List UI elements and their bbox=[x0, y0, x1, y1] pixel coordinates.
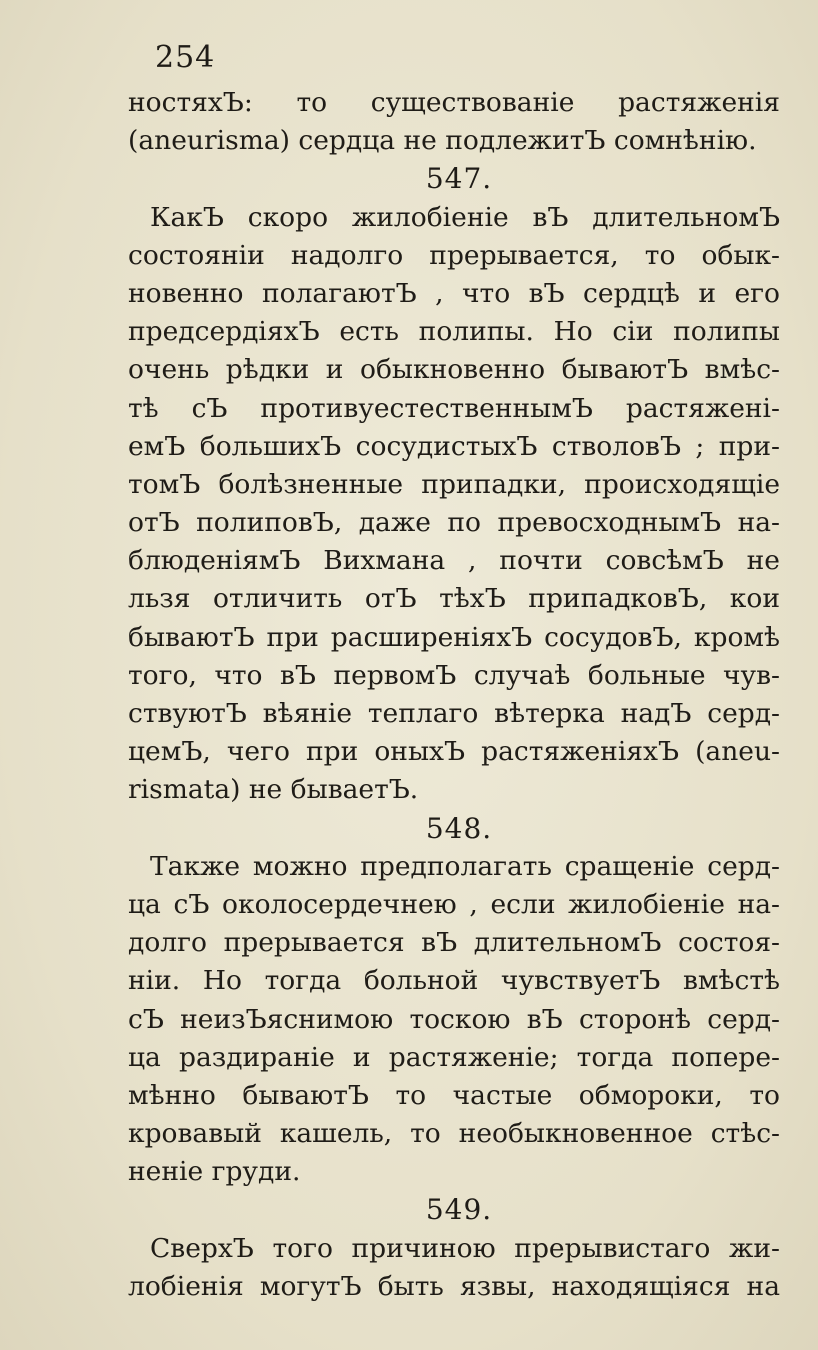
text-line: КакЪ скоро жилобіеніе вЪ длительномЪ bbox=[150, 201, 780, 233]
section-number-548: 548. bbox=[425, 811, 493, 845]
text-line: состояніи надолго прерывается, то обык- bbox=[128, 239, 780, 271]
section-number-547: 547. bbox=[425, 162, 493, 196]
text-line: долго прерывается вЪ длительномЪ состоя- bbox=[128, 927, 780, 959]
text-line: ностяхЪ: то существованіе растяженія bbox=[128, 87, 780, 118]
text-line: тѣ сЪ противуестественнымЪ растяжені- bbox=[128, 392, 780, 424]
section-number-549: 549. bbox=[425, 1193, 493, 1227]
text-line: очень рѣдки и обыкновенно бываютЪ вмѣс- bbox=[128, 354, 780, 386]
text-line: ца сЪ околосердечнею , если жилобіеніе на- bbox=[128, 888, 780, 920]
text-line: блюденіямЪ Вихмана , почти совсѣмЪ не bbox=[128, 545, 780, 577]
text-line: rismata) не бываетЪ. bbox=[128, 774, 419, 806]
text-line: томЪ болѣзненные припадки, происходящіе bbox=[128, 468, 780, 500]
text-line: лобіенія могутЪ быть язвы, находящіяся на bbox=[128, 1270, 780, 1302]
page-number: 254 bbox=[155, 40, 216, 75]
text-line: отЪ полиповЪ, даже по превосходнымЪ на- bbox=[128, 507, 780, 539]
text-line: льзя отличить отЪ тѣхЪ припадковЪ, кои bbox=[128, 583, 780, 615]
text-line: того, что вЪ первомЪ случаѣ больные чув- bbox=[128, 659, 780, 691]
text-line: предсердіяхЪ есть полипы. Но сіи полипы bbox=[128, 316, 780, 348]
text-line: бываютЪ при расширеніяхЪ сосудовЪ, кромѣ bbox=[128, 621, 780, 653]
text-line: новенно полагаютЪ , что вЪ сердцѣ и его bbox=[128, 277, 780, 309]
text-line: ствуютЪ вѣяніе теплаго вѣтерка надЪ серд- bbox=[128, 698, 780, 729]
text-line: неніе груди. bbox=[128, 1156, 301, 1188]
text-line: ніи. Но тогда больной чувствуетЪ вмѣстѣ bbox=[128, 965, 780, 997]
text-line: кровавый кашель, то необыкновенное стѣс- bbox=[128, 1118, 780, 1150]
text-line: цемЪ, чего при оныхЪ растяженіяхЪ (aneu- bbox=[128, 736, 780, 768]
text-line: мѣнно бываютЪ то частые обмороки, то bbox=[128, 1079, 780, 1111]
text-line: Также можно предполагать сращеніе серд- bbox=[150, 850, 780, 882]
page-text bbox=[128, 84, 780, 1306]
text-line: емЪ большихЪ сосудистыхЪ стволовЪ ; при- bbox=[128, 430, 780, 462]
text-line: (aneurisma) сердца не подлежитЪ сомнѣнію. bbox=[128, 125, 757, 157]
text-line: сЪ неизЪяснимою тоскою вЪ сторонѣ серд- bbox=[128, 1003, 780, 1035]
text-line: ца раздираніе и растяженіе; тогда попере- bbox=[128, 1041, 780, 1073]
text-line: СверхЪ того причиною прерывистаго жи- bbox=[150, 1232, 780, 1264]
